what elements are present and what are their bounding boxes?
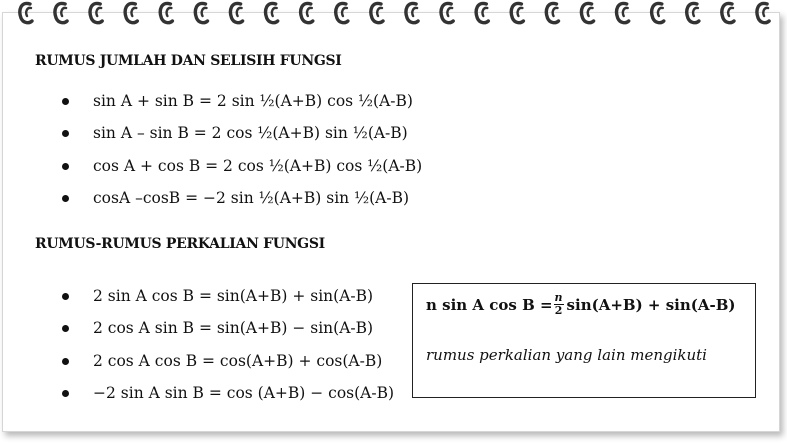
binding-ring-icon xyxy=(722,3,734,22)
formula-text: −2 sin A sin B = cos (A+B) − cos(A-B) xyxy=(93,383,395,402)
formula-text: cosA –cosB = −2 sin ½(A+B) sin ½(A-B) xyxy=(93,188,410,207)
formula-text: 2 sin A cos B = sin(A+B) + sin(A-B) xyxy=(93,287,374,305)
fraction-denominator: 2 xyxy=(554,304,563,317)
formula-left: n sin A cos B = xyxy=(426,295,553,314)
section-heading-sum-difference: RUMUS JUMLAH DAN SELISIH FUNGSI xyxy=(35,53,342,69)
formula-text: cos A + cos B = 2 cos ½(A+B) cos ½(A-B) xyxy=(93,156,423,175)
bullet-icon xyxy=(62,98,69,105)
formula-text: 2 cos A cos B = cos(A+B) + cos(A-B) xyxy=(93,351,383,370)
binding-ring-icon xyxy=(476,3,488,22)
binding-ring-icon xyxy=(546,3,558,22)
box-note: rumus perkalian yang lain mengikuti xyxy=(426,346,707,364)
binding-ring-icon xyxy=(687,3,699,22)
binding-ring-icon xyxy=(90,3,102,22)
bullet-icon xyxy=(62,358,69,365)
binding-ring-icon xyxy=(511,3,523,22)
bullet-icon xyxy=(62,390,69,397)
section-heading-product: RUMUS-RUMUS PERKALIAN FUNGSI xyxy=(35,236,325,252)
list-item xyxy=(0,285,394,317)
product-formula-list xyxy=(0,285,394,414)
binding-ring-icon xyxy=(55,3,67,22)
list-item xyxy=(0,350,394,382)
list-item xyxy=(0,317,394,349)
formula-right: sin(A+B) + sin(A-B) xyxy=(566,295,736,314)
binding-ring-icon xyxy=(301,3,313,22)
general-formula xyxy=(426,292,735,317)
sum-difference-formula-list xyxy=(0,90,422,219)
binding-ring-icon xyxy=(336,3,348,22)
list-item xyxy=(0,187,422,219)
fraction-numerator: n xyxy=(554,291,563,304)
binding-ring-icon xyxy=(617,3,629,22)
binding-ring-icon xyxy=(125,3,137,22)
bullet-icon xyxy=(62,163,69,170)
bullet-icon xyxy=(62,293,69,300)
binding-ring-icon xyxy=(20,3,32,22)
binding-ring-icon xyxy=(160,3,172,22)
fraction-n-over-2 xyxy=(554,292,564,317)
binding-ring-icon xyxy=(406,3,418,22)
binding-ring-icon xyxy=(371,3,383,22)
formula-text: 2 cos A sin B = sin(A+B) − sin(A-B) xyxy=(93,319,374,338)
list-item xyxy=(0,155,422,187)
bullet-icon xyxy=(62,130,69,137)
general-formula-box xyxy=(412,283,756,398)
binding-ring-icon xyxy=(441,3,453,22)
bullet-icon xyxy=(62,195,69,202)
binding-ring-icon xyxy=(195,3,207,22)
spiral-binding xyxy=(0,0,787,30)
binding-ring-icon xyxy=(652,3,664,22)
list-item xyxy=(0,122,422,154)
binding-ring-icon xyxy=(266,3,278,22)
list-item xyxy=(0,382,394,414)
formula-text: sin A – sin B = 2 cos ½(A+B) sin ½(A-B) xyxy=(93,124,408,143)
binding-ring-icon xyxy=(757,3,769,22)
list-item xyxy=(0,90,422,122)
binding-ring-icon xyxy=(230,3,242,22)
bullet-icon xyxy=(62,325,69,332)
binding-ring-icon xyxy=(581,3,593,22)
formula-text: sin A + sin B = 2 sin ½(A+B) cos ½(A-B) xyxy=(93,92,413,110)
